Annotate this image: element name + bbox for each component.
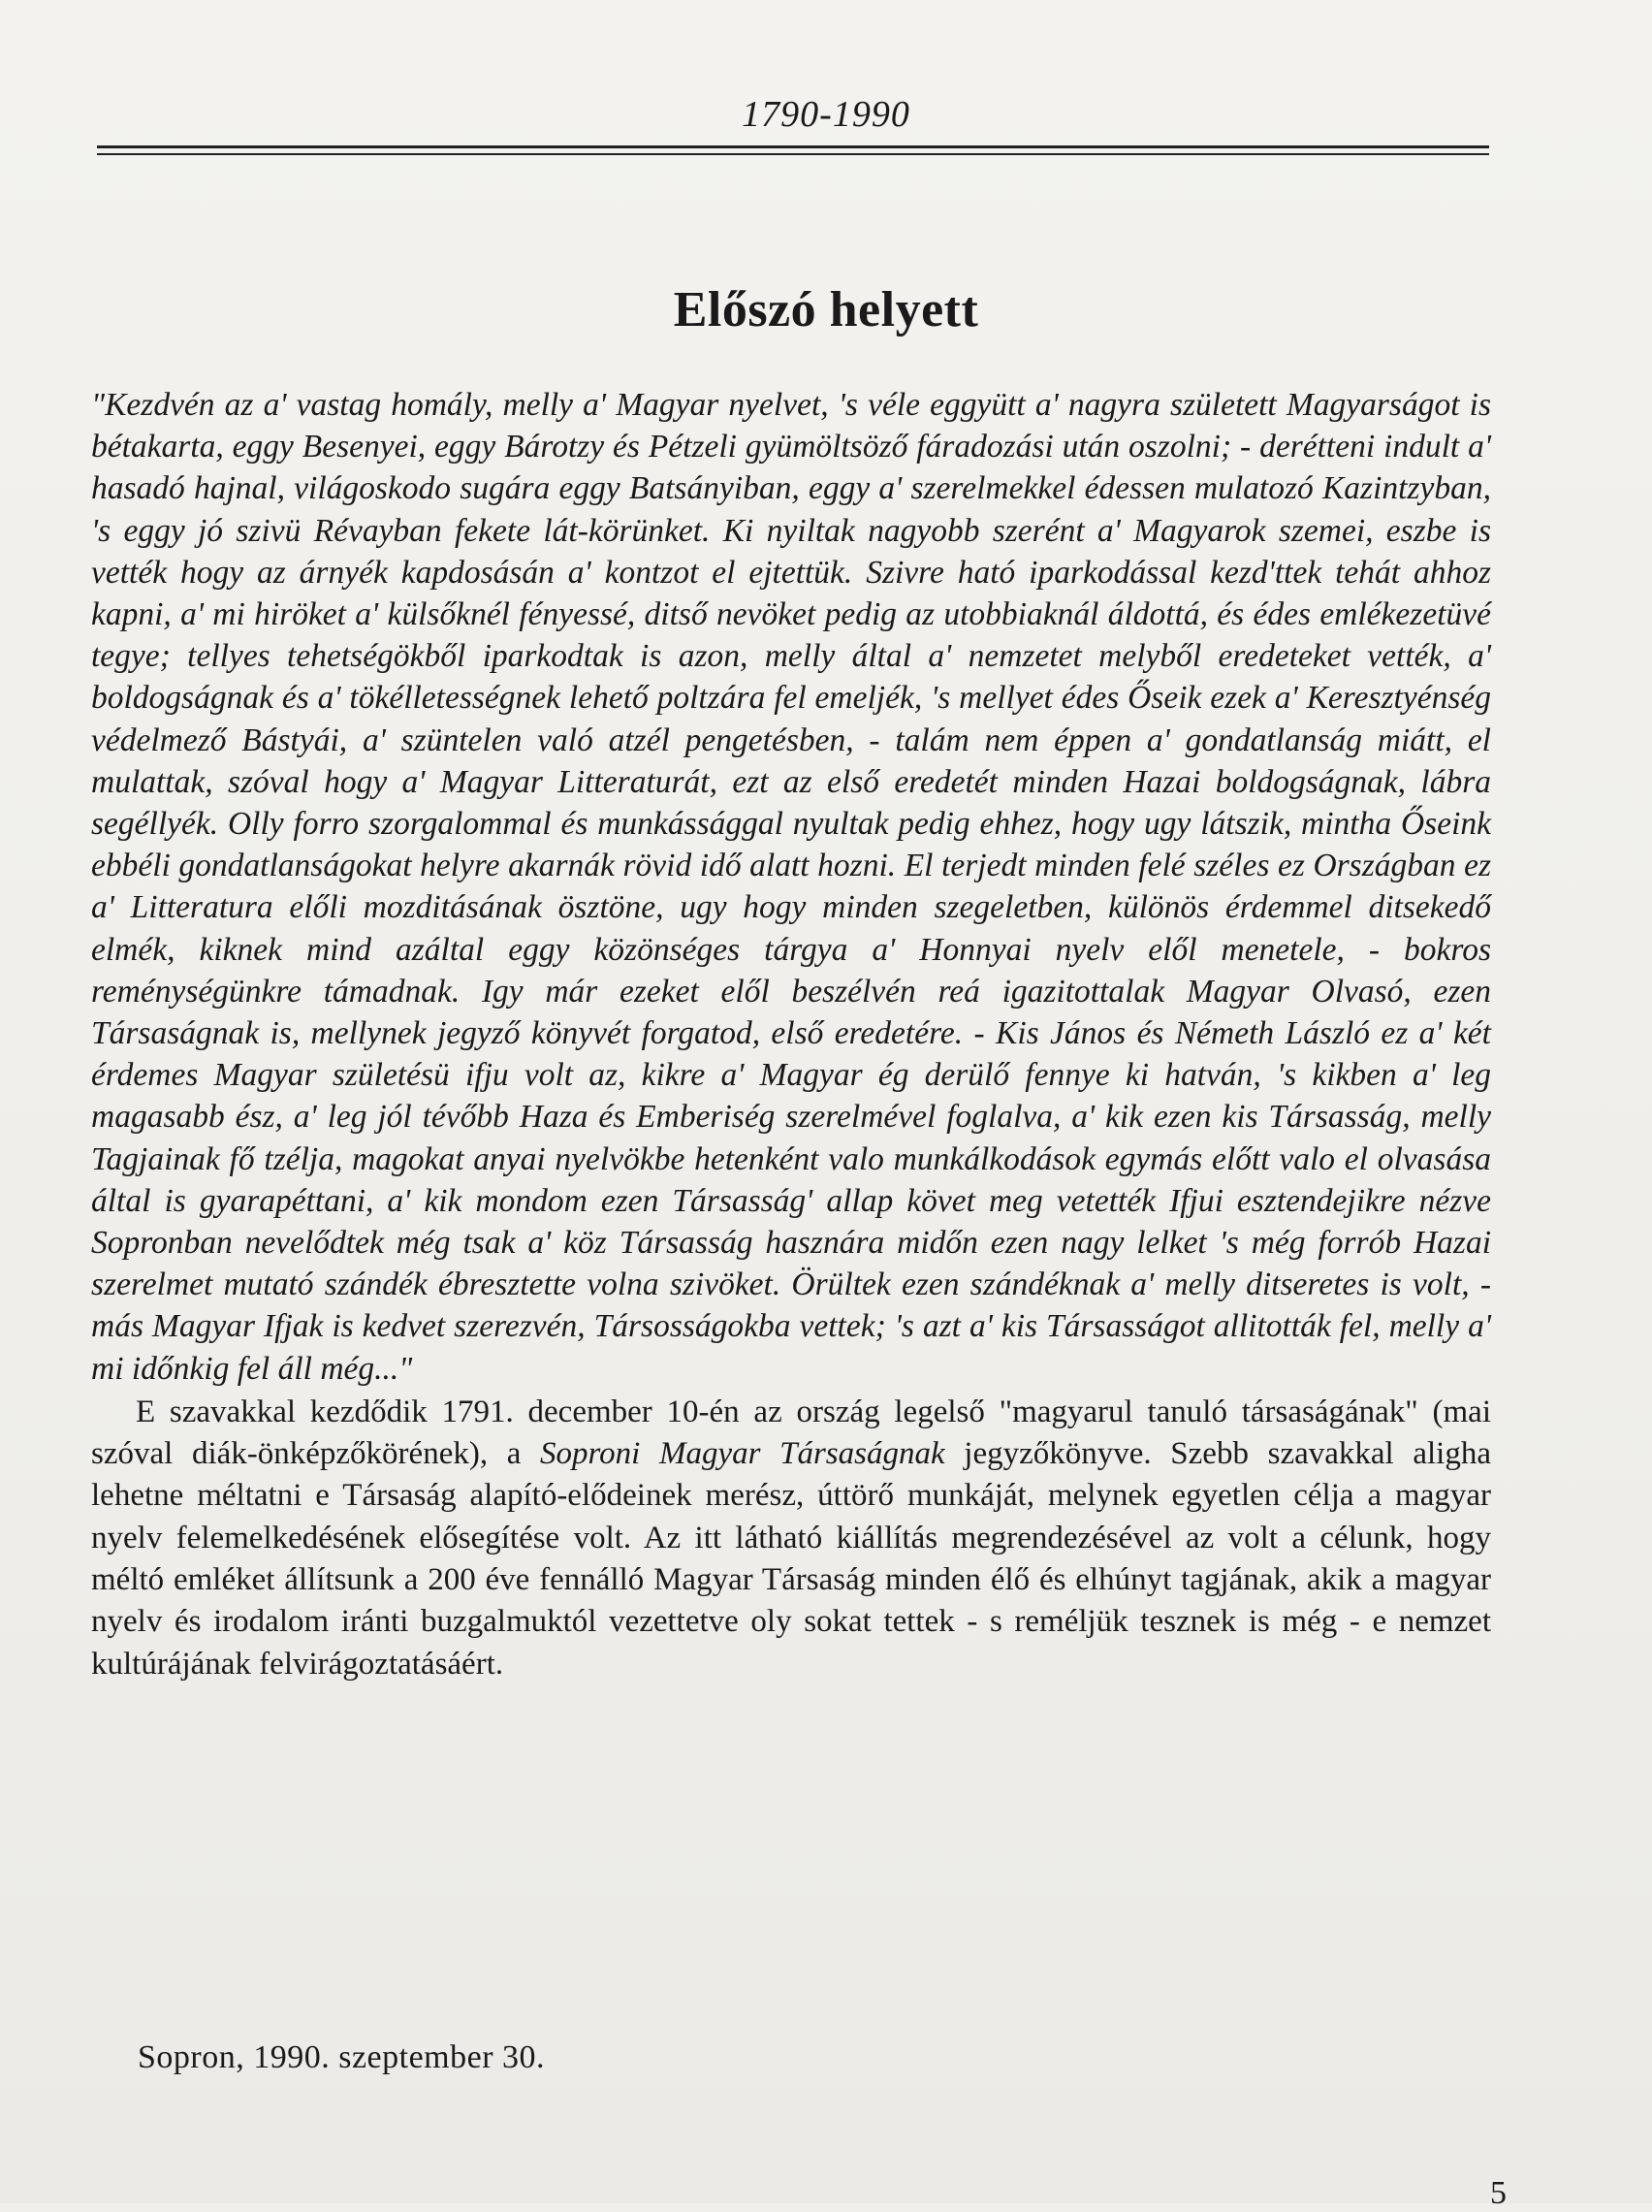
- page-number: 5: [1490, 2175, 1507, 2211]
- society-name: Soproni Magyar Társaságnak: [540, 1436, 945, 1472]
- editorial-text-start: E szavakkal kezdődik 1791. december 10-én az ország legelső "magyarul tanuló társaságának" (mai szóval diák-önképzőkörének), a: [91, 1394, 1491, 1472]
- body-text: [91, 384, 1491, 1685]
- header-rule: [97, 145, 1489, 148]
- historical-quote: "Kezdvén az a' vastag homály, melly a' Magyar nyelvet, 's véle eggyütt a' nagyra született Magyarságot is bétakarta, eggy Besenyei, eggy Bárotzy és Pétzeli gyümöltsöző fáradozási után oszolni; - derétteni indult a' hasadó hajnal, világoskodo sugára eggy Batsányiban, eggy a' szerelmekkel édessen mulatozó Kazintzyban, 's eggy jó szivü Révayban fekete lát-körünket. Ki nyiltak nagyobb szerént a' Magyarok szemei, eszbe is vették hogy az árnyék kapdosásán a' kontzot el ejtettük. Szivre ható iparkodással kezd'ttek tehát ahhoz kapni, a' mi hiröket a' külsőknél fényessé, ditső nevöket pedig az utobbiaknál áldottá, és édes emlékezetüvé tegye; tellyes tehetségökből iparkodtak is azon, melly által a' nemzetet melyből eredeteket vették, a' boldogságnak és a' tökélletességnek lehető poltzára fel emeljék, 's mellyet édes Őseik ezek a' Keresztyénség védelmező Bástyái, a' szüntelen való atzél pengetésben, - talám nem éppen a' gondatlanság miátt, el mulattak, szóval hogy a' Magyar Litteraturát, ezt az első eredetét minden Hazai boldogságnak, lábra segéllyék. Olly forro szorgalommal és munkássággal nyultak pedig ehhez, hogy ugy látszik, mintha Őseink ebbéli gondatlanságokat helyre akarnák rövid idő alatt hozni. El terjedt minden felé széles ez Országban ez a' Litteratura előli mozditásának ösztöne, ugy hogy minden szegeletben, különös érdemmel ditsekedő elmék, kiknek mind azáltal eggy közönséges tárgya a' Honnyai nyelv elől menetele, - bokros reménységünkre támadnak. Igy már ezeket elől beszélvén reá igazitottalak Magyar Olvasó, ezen Társaságnak is, mellynek jegyző könyvét forgatod, első eredetére. - Kis János és Németh László ez a' két érdemes Magyar születésü ifju volt az, kikre a' Magyar ég derülő fennye ki hatván, 's kikben a' leg magasabb ész, a' leg jól tévőbb Haza és Emberiség szerelmével foglalva, a' kik ezen kis Társasság, melly Tagjainak fő tzélja, magokat anyai nyelvökbe hetenként valo munkálkodások egymás előtt valo el olvasása által is gyarapéttani, a' kik mondom ezen Társasság' allap követ meg vetették Ifjui esztendejikre nézve Sopronban nevelődtek még tsak a' köz Társasság hasznára midőn ezen nagy lelket 's még forrób Hazai szerelmet mutató szándék ébresztette volna szivöket. Örültek ezen szándéknak a' melly ditseretes is volt, - más Magyar Ifjak is kedvet szerezvén, Társosságokba vettek; 's azt a' kis Társasságot allitották fel, melly a' mi időnkig fel áll még...": [91, 387, 1491, 1387]
- page-title: Előszó helyett: [673, 282, 979, 337]
- running-header: 1790-1990: [742, 94, 910, 135]
- editorial-text-end: jegyzőkönyve. Szebb szavakkal aligha lehetne méltatni e Társaság alapító-elődeinek merész, úttörő munkáját, melynek egyetlen célja a magyar nyelv felemelkedésének elősegítése volt. Az itt látható kiállítás megrendezésével az volt a célunk, hogy méltó emléket állítsunk a 200 éve fennálló Magyar Társaság minden élő és elhúnyt tagjának, akik a magyar nyelv és irodalom iránti buzgalmuktól vezettetve oly sokat tettek - s reméljük tesznek is még - e nemzet kultúrájának felvirágoztatásáért.: [91, 1436, 1491, 1682]
- place-date-signature: Sopron, 1990. szeptember 30.: [138, 2039, 546, 2075]
- header-rule-thin: [97, 153, 1489, 155]
- editorial-paragraph: [91, 1392, 1491, 1685]
